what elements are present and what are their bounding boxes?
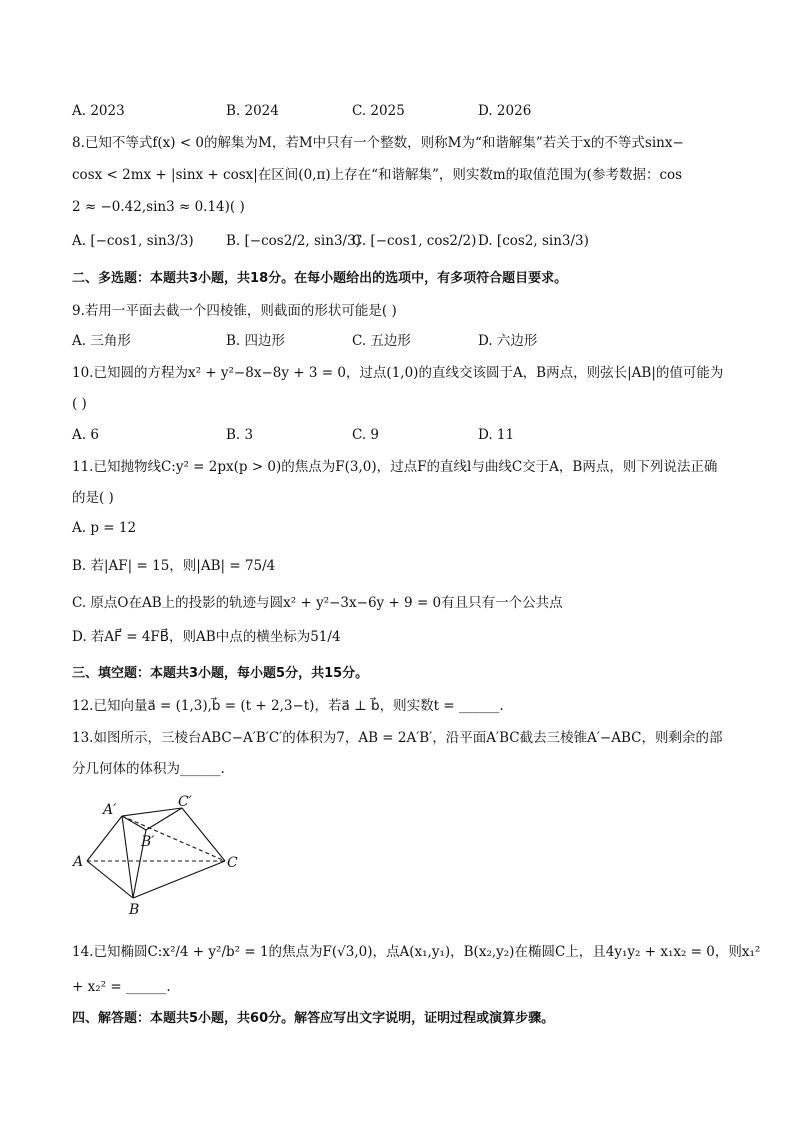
q11-option-d: D. 若AF⃗ = 4FB⃗，则AB中点的横坐标为51/4 <box>72 629 341 645</box>
q8-option-d: D. [cos2, sin3/3) <box>478 233 589 249</box>
edge-cc1 <box>182 808 225 861</box>
q7-option-b: B. 2024 <box>226 103 279 119</box>
q8-stem-line-1: 8.已知不等式f(x) < 0的解集为M，若M中只有一个整数，则称M为“和谐解集”若关于x的不等式sinx− <box>72 135 684 151</box>
q9-option-d: D. 六边形 <box>478 333 538 349</box>
q10-option-a: A. 6 <box>72 427 99 443</box>
q10-option-d: D. 11 <box>478 427 515 443</box>
edge-a1b1 <box>122 816 146 830</box>
section-multi-choice-heading: 二、多选题：本题共3小题，共18分。在每小题给出的选项中，有多项符合题目要求。 <box>72 271 568 286</box>
q10-stem-line-1: 10.已知圆的方程为x² + y²−8x−8y + 3 = 0，过点(1,0)的直线交该圆于A，B两点，则弦长|AB|的值可能为 <box>72 365 724 381</box>
q11-option-c: C. 原点O在AB上的投影的轨迹与圆x² + y²−3x−6y + 9 = 0有且只有一个公共点 <box>72 595 563 611</box>
q11-stem-line-1: 11.已知抛物线C:y² = 2px(p > 0)的焦点为F(3,0)，过点F的直线l与曲线C交于A，B两点，则下列说法正确 <box>72 459 718 475</box>
q7-option-c: C. 2025 <box>352 103 405 119</box>
q8-option-a: A. [−cos1, sin3/3) <box>72 233 194 249</box>
q10-option-c: C. 9 <box>352 427 380 443</box>
q12-stem: 12.已知向量a⃗ = (1,3),b⃗ = (t + 2,3−t)，若a⃗ ⊥ b⃗，则实数t = ______. <box>72 698 504 714</box>
q10-option-b: B. 3 <box>226 427 254 443</box>
label-a-prime: A′ <box>103 802 117 818</box>
edge-ab <box>87 861 133 898</box>
section-fill-blank-heading: 三、填空题：本题共3小题，每小题5分，共15分。 <box>72 666 369 681</box>
q9-option-b: B. 四边形 <box>226 333 286 349</box>
q11-stem-line-2: 的是( ) <box>72 490 114 506</box>
edge-a1b <box>122 816 133 898</box>
q8-option-c: C. [−cos1, cos2/2) <box>352 233 477 249</box>
q9-stem: 9.若用一平面去截一个四棱锥，则截面的形状可能是( ) <box>72 303 397 319</box>
q14-stem-line-1: 14.已知椭圆C:x²/4 + y²/b² = 1的焦点为F(√3,0)，点A(x₁,y₁)，B(x₂,y₂)在椭圆C上，且4y₁y₂ + x₁x₂ = 0，则x₁² <box>72 944 761 960</box>
q9-option-a: A. 三角形 <box>72 333 131 349</box>
q13-stem-line-2: 分几何体的体积为______. <box>72 761 225 777</box>
q9-option-c: C. 五边形 <box>352 333 411 349</box>
q8-option-b: B. [−cos2/2, sin3/3) <box>226 233 361 249</box>
edge-b1c1 <box>146 808 182 830</box>
q10-stem-line-2: ( ) <box>72 396 87 412</box>
q8-stem-line-3: 2 ≈ −0.42,sin3 ≈ 0.14)( ) <box>72 199 245 215</box>
q14-stem-line-2: + x₂² = ______. <box>72 979 171 995</box>
edge-bc <box>133 861 225 898</box>
q7-option-a: A. 2023 <box>72 103 125 119</box>
frustum-figure <box>70 792 260 917</box>
edge-aa1 <box>87 816 122 861</box>
q8-stem-line-2: cosx < 2mx + |sinx + cosx|在区间(0,π)上存在“和谐解集”，则实数m的取值范围为(参考数据：cos <box>72 167 683 183</box>
q11-option-b: B. 若|AF| = 15，则|AB| = 75/4 <box>72 558 276 574</box>
label-b-prime: B′ <box>141 834 155 850</box>
q11-option-a: A. p = 12 <box>72 520 137 536</box>
q13-stem-line-1: 13.如图所示，三棱台ABC−A′B′C′的体积为7，AB = 2A′B′，沿平面A′BC截去三棱锥A′−ABC，则剩余的部 <box>72 730 723 746</box>
edge-a1c-hidden <box>122 816 225 861</box>
label-b: B <box>129 902 140 917</box>
q7-option-d: D. 2026 <box>478 103 532 119</box>
label-c: C <box>227 855 238 871</box>
section-solution-heading: 四、解答题：本题共5小题，共60分。解答应写出文字说明，证明过程或演算步骤。 <box>72 1011 555 1026</box>
label-a: A <box>73 854 84 870</box>
label-c-prime: C′ <box>178 794 192 810</box>
edge-a1c1 <box>122 808 182 816</box>
